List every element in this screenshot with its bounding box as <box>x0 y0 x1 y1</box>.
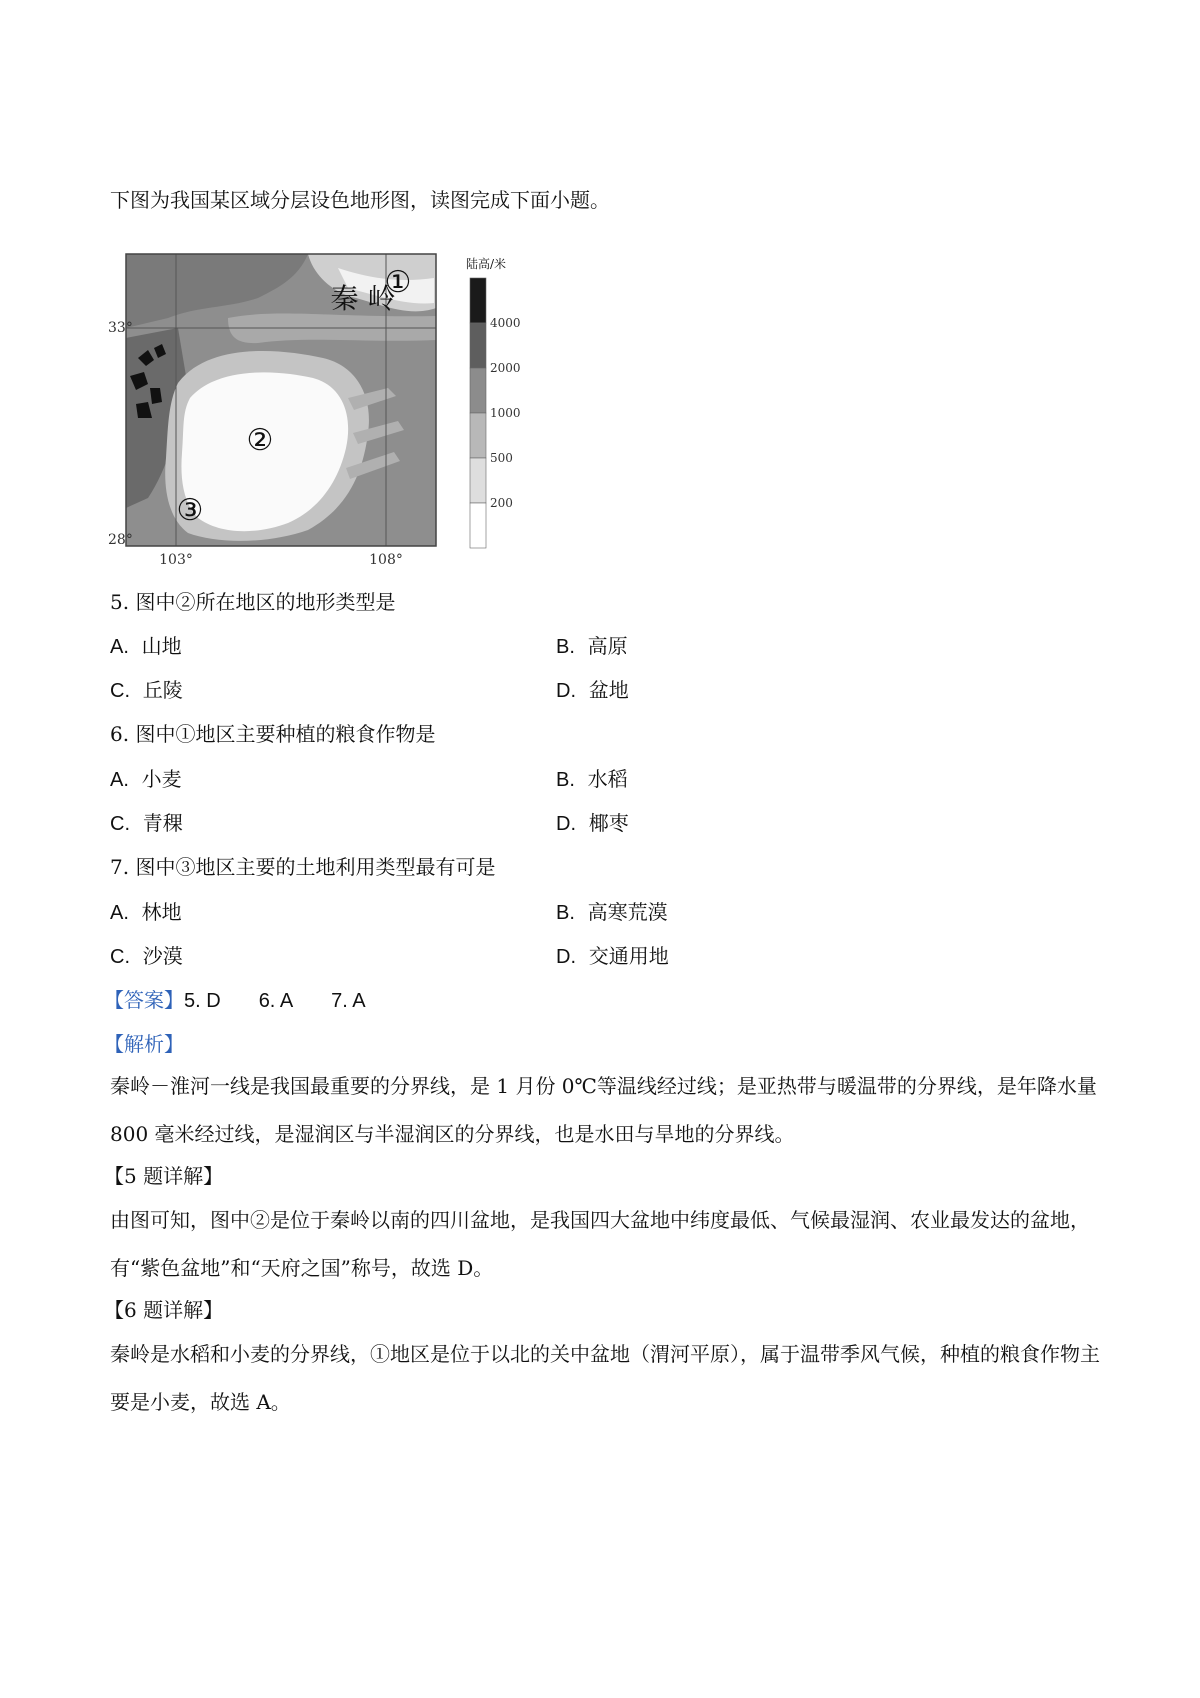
detail-5-text: 由图可知，图中②是位于秦岭以南的四川盆地，是我国四大盆地中纬度最低、气候最湿润、农业最发达的盆地，有“紫色盆地”和“天府之国”称号，故选 D。 <box>110 1208 1090 1280</box>
legend-swatch <box>470 323 486 368</box>
detail-6-label: 【6 题详解】 <box>104 1298 224 1322</box>
q5-option-c: C. 丘陵 <box>110 678 183 702</box>
lon-label-108: 108° <box>369 552 403 568</box>
q7-option-c: C. 沙漠 <box>110 944 183 968</box>
marker-2: ② <box>246 423 274 458</box>
legend-tick-label: 200 <box>490 496 513 510</box>
analysis-text: 秦岭－淮河一线是我国最重要的分界线，是 1 月份 0℃等温线经过线；是亚热带与暖温带的分界线，是年降水量 800 毫米经过线，是湿润区与半湿润区的分界线，也是水田与旱地的分界线。 <box>110 1074 1097 1146</box>
q6-option-b: B. 水稻 <box>556 767 628 791</box>
elevation-legend-ticks <box>490 316 521 510</box>
q5-option-b: B. 高原 <box>556 634 628 658</box>
legend-tick-label: 500 <box>490 451 513 465</box>
q7-option-a: A. 林地 <box>110 900 182 924</box>
intro-text: 下图为我国某区域分层设色地形图，读图完成下面小题。 <box>110 188 610 212</box>
legend-swatch <box>470 413 486 458</box>
legend-swatch <box>470 458 486 503</box>
q5-option-a: A. 山地 <box>110 634 182 658</box>
lat-label-28: 28° <box>108 532 133 548</box>
q6-option-a: A. 小麦 <box>110 767 182 791</box>
marker-3: ③ <box>176 493 204 528</box>
q7-option-d: D. 交通用地 <box>556 944 669 968</box>
legend-tick-label: 2000 <box>490 361 521 375</box>
legend-swatch <box>470 278 486 323</box>
q7-option-b: B. 高寒荒漠 <box>556 900 668 924</box>
answer-label: 【答案】 <box>104 988 184 1012</box>
detail-5-label: 【5 题详解】 <box>104 1164 224 1188</box>
q5-option-d: D. 盆地 <box>556 678 629 702</box>
answer-6: 6. A <box>258 990 294 1012</box>
question-6-stem: 6. 图中①地区主要种植的粮食作物是 <box>110 722 436 746</box>
question-5-stem: 5. 图中②所在地区的地形类型是 <box>110 590 396 614</box>
question-7-stem: 7. 图中③地区主要的土地利用类型最有可是 <box>110 855 496 879</box>
analysis-label: 【解析】 <box>104 1032 184 1056</box>
q6-option-d: D. 椰枣 <box>556 811 629 835</box>
legend-tick-label: 4000 <box>490 316 521 330</box>
answer-line <box>104 986 366 1015</box>
legend-title: 陆高/米 <box>466 257 507 271</box>
qinling-label: 秦 岭 <box>330 282 396 315</box>
lat-label-33: 33° <box>108 320 133 336</box>
lon-label-103: 103° <box>159 552 193 568</box>
legend-tick-label: 1000 <box>490 406 521 420</box>
elevation-legend <box>470 278 486 548</box>
answer-5: 5. D <box>184 990 221 1012</box>
detail-6-text: 秦岭是水稻和小麦的分界线，①地区是位于以北的关中盆地（渭河平原），属于温带季风气候，种植的粮食作物主要是小麦，故选 A。 <box>110 1342 1100 1414</box>
legend-swatch <box>470 368 486 413</box>
legend-swatch <box>470 503 486 548</box>
answer-7: 7. A <box>331 990 366 1012</box>
topographic-map <box>108 248 521 568</box>
q6-option-c: C. 青稞 <box>110 811 183 835</box>
marker-1: ① <box>384 265 412 300</box>
